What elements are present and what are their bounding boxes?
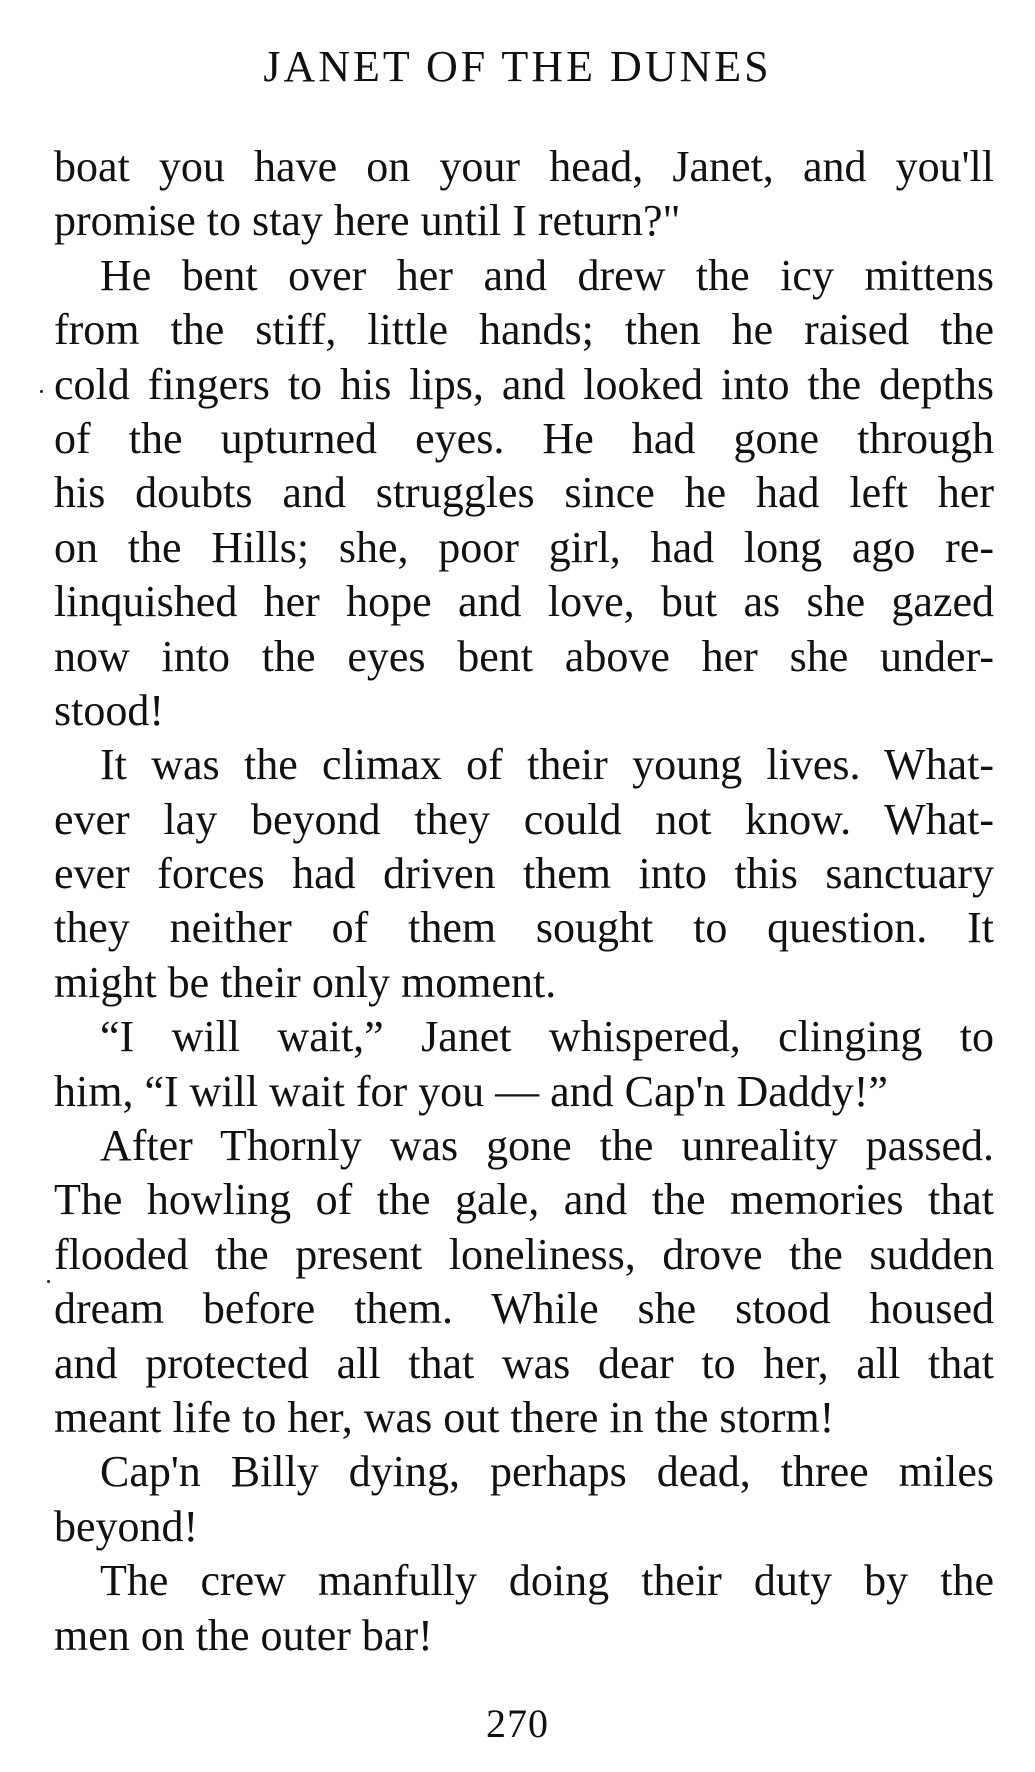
print-speck (47, 1280, 50, 1283)
text-line: Cap'n Billy dying, perhaps dead, three miles (100, 1447, 994, 1497)
print-speck (40, 390, 43, 393)
text-line: dream before them. While she stood housed (54, 1284, 994, 1334)
text-line: men on the outer bar! (54, 1610, 433, 1660)
text-line: might be their only moment. (54, 957, 557, 1007)
text-line: ever forces had driven them into this sanctuary (54, 849, 994, 899)
text-line: his doubts and struggles since he had left her (54, 468, 994, 518)
text-line: stood! (54, 685, 164, 735)
page-number: 270 (486, 1701, 549, 1746)
text-line: of the upturned eyes. He had gone through (54, 413, 994, 463)
text-line: beyond! (54, 1501, 199, 1551)
text-line: from the stiff, little hands; then he raised the (54, 305, 994, 355)
text-line: now into the eyes bent above her she under- (54, 631, 994, 681)
text-line: It was the climax of their young lives. What- (100, 740, 994, 790)
text-line: promise to stay here until I return?" (54, 196, 681, 246)
text-line: on the Hills; she, poor girl, had long ago re- (54, 522, 994, 572)
body-text (54, 140, 994, 1663)
text-line: they neither of them sought to question. It (54, 903, 994, 953)
text-line: cold fingers to his lips, and looked into the depths (54, 359, 994, 409)
text-line: ever lay beyond they could not know. What- (54, 794, 994, 844)
text-line: boat you have on your head, Janet, and you'll (54, 142, 994, 191)
text-line: After Thornly was gone the unreality passed. (100, 1121, 994, 1171)
text-line: and protected all that was dear to her, all that (54, 1338, 994, 1388)
text-line: flooded the present loneliness, drove the sudden (54, 1229, 994, 1279)
text-line: The crew manfully doing their duty by the (100, 1556, 994, 1606)
text-line: him, “I will wait for you — and Cap'n Daddy!” (54, 1066, 888, 1116)
text-line: “I will wait,” Janet whispered, clinging to (100, 1012, 994, 1062)
text-line: The howling of the gale, and the memories that (54, 1175, 994, 1225)
text-line: He bent over her and drew the icy mittens (100, 250, 994, 300)
text-line: linquished her hope and love, but as she gazed (54, 577, 994, 627)
running-head: JANET OF THE DUNES (263, 42, 772, 91)
text-line: meant life to her, was out there in the storm! (54, 1392, 835, 1442)
